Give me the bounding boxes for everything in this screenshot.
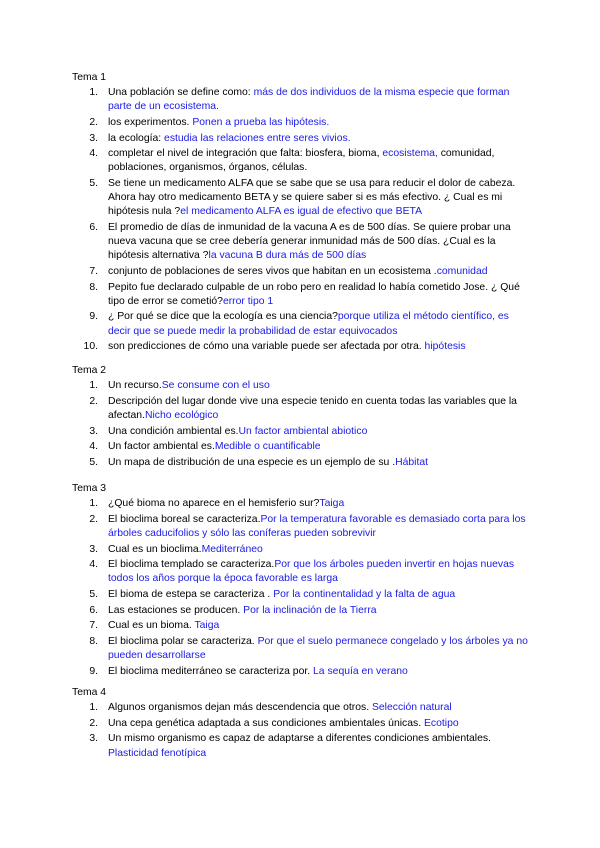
list-item xyxy=(72,635,532,663)
answer-text: estudia las relaciones entre seres vivios xyxy=(164,132,348,144)
list-item xyxy=(72,147,532,175)
tema-3-list xyxy=(72,497,532,679)
list-item xyxy=(72,177,532,220)
list-item xyxy=(72,265,532,279)
item-number: 2. xyxy=(89,395,98,407)
answer-text: Ponen a prueba las hipótesis xyxy=(192,116,327,128)
list-item xyxy=(72,440,532,454)
question-text: El bioclima polar se caracteriza. xyxy=(108,635,258,647)
item-number: 3. xyxy=(89,132,98,144)
tema-2-title: Tema 2 xyxy=(72,365,107,376)
list-item xyxy=(72,281,532,309)
item-number: 1. xyxy=(89,498,98,510)
item-number: 5. xyxy=(89,177,98,189)
item-number: 7. xyxy=(89,265,98,277)
question-text: Pepito fue declarado culpable de un robo pero en realidad lo había cometido Jose. ¿ Qué tipo de error se cometió? xyxy=(108,281,520,307)
list-item xyxy=(72,717,532,731)
item-number: 2. xyxy=(89,116,98,128)
answer-text: Por la temperatura favorable es demasiado corta para los árboles caducifolios y sólo las coníferas pueden sobrevivir xyxy=(108,513,526,539)
question-text: El bioma de estepa se caracteriza . xyxy=(108,588,274,600)
tema-1-title: Tema 1 xyxy=(72,72,107,83)
list-item xyxy=(72,604,532,618)
item-number: 9. xyxy=(89,311,98,323)
item-number: 5. xyxy=(89,588,98,600)
question-text: Se tiene un medicamento ALFA que se sabe que se usa para reducir el dolor de cabeza. Ahora hay otro medicamento BETA y se quiere saber si es más efectivo. ¿ Cual es mi hipótesis nula ? xyxy=(108,177,516,218)
item-number: 8. xyxy=(89,635,98,647)
question-text: Descripción del lugar donde vive una especie tenido en cuenta todas las variables que la afectan. xyxy=(108,395,517,421)
answer-text: Ecotipo xyxy=(423,717,459,729)
answer-text: más de dos individuos de la misma especie que forman parte de un ecosistema xyxy=(108,87,510,113)
question-text: Las estaciones se producen. xyxy=(108,604,244,616)
question-text-continued: comunidad, poblaciones, organismos, órganos, células. xyxy=(108,148,495,174)
item-number: 2. xyxy=(89,513,98,525)
question-text: Un recurso. xyxy=(108,380,162,392)
question-text: Algunos organismos dejan más descendencia que otros. xyxy=(108,702,372,714)
answer-text: Plasticidad fenotípica xyxy=(108,747,207,759)
item-number: 7. xyxy=(89,620,98,632)
answer-text: La sequía en verano xyxy=(313,665,408,677)
question-text: El bioclima templado se caracteriza. xyxy=(108,559,275,571)
answer-text: error tipo 1 xyxy=(222,295,274,307)
item-number: 1. xyxy=(89,380,98,392)
answer-text: porque utiliza el método científico, es decir que se puede medir la probabilidad de estar equivocados xyxy=(108,311,509,337)
item-number: 1. xyxy=(89,87,98,99)
question-text: Un factor ambiental es. xyxy=(108,441,215,453)
list-item xyxy=(72,116,532,130)
item-number: 6. xyxy=(89,221,98,233)
list-item xyxy=(72,221,532,264)
answer-text: Mediterráneo xyxy=(201,543,263,555)
list-item xyxy=(72,497,532,511)
answer-text: hipótesis xyxy=(424,341,466,353)
tema-1-section xyxy=(72,71,532,356)
question-text: Un mapa de distribución de una especie es un ejemplo de su . xyxy=(108,456,396,468)
tema-3-title: Tema 3 xyxy=(72,483,107,494)
answer-text: Un factor ambiental abiotico xyxy=(238,425,368,437)
list-item xyxy=(72,701,532,715)
list-item xyxy=(72,619,532,633)
answer-text: la vacuna B dura más de 500 días xyxy=(208,250,367,262)
answer-text: el medicamento ALFA es igual de efectivo que BETA xyxy=(180,206,423,218)
answer-text: Hábitat xyxy=(395,456,429,468)
item-number: 4. xyxy=(89,559,98,571)
question-text: El bioclima boreal se caracteriza. xyxy=(108,513,261,525)
item-number: 8. xyxy=(89,281,98,293)
list-item xyxy=(72,588,532,602)
question-text: completar el nivel de integración que falta: biosfera, bioma, xyxy=(108,148,383,160)
question-text: El bioclima mediterráneo se caracteriza por. xyxy=(108,665,314,677)
question-text: ¿ Por qué se dice que la ecología es una ciencia? xyxy=(108,311,338,323)
list-item xyxy=(72,132,532,146)
question-text: Una condición ambiental es. xyxy=(108,425,239,437)
answer-trailing: . xyxy=(347,132,351,144)
answer-text: Se consume con el uso xyxy=(161,380,270,392)
tema-4-section xyxy=(72,686,532,762)
list-item xyxy=(72,86,532,114)
tema-2-list xyxy=(72,379,532,470)
tema-4-title: Tema 4 xyxy=(72,687,107,698)
list-item xyxy=(72,543,532,557)
list-item xyxy=(72,513,532,541)
list-item xyxy=(72,379,532,393)
item-number: 3. xyxy=(89,543,98,555)
answer-text: Nicho ecológico xyxy=(144,409,219,421)
answer-text: Por la inclinación de la Tierra xyxy=(243,604,377,616)
item-number: 3. xyxy=(89,733,98,745)
question-text: son predicciones de cómo una variable puede ser afectada por otra. xyxy=(108,341,425,353)
item-number: 5. xyxy=(89,456,98,468)
question-text: ¿Qué bioma no aparece en el hemisferio sur? xyxy=(108,498,320,510)
question-text: Un mismo organismo es capaz de adaptarse a diferentes condiciones ambientales. xyxy=(108,733,491,745)
tema-2-section xyxy=(72,364,532,471)
item-number: 6. xyxy=(89,604,98,616)
tema-4-list xyxy=(72,701,532,761)
list-item xyxy=(72,558,532,586)
list-item xyxy=(72,340,532,354)
tema-3-section xyxy=(72,482,532,680)
answer-text: ecosistema, xyxy=(382,148,438,160)
answer-trailing: . xyxy=(326,116,330,128)
answer-text: Taiga xyxy=(194,620,220,632)
question-text: conjunto de poblaciones de seres vivos que habitan en un ecosistema . xyxy=(108,265,437,277)
list-item xyxy=(72,310,532,338)
item-number: 4. xyxy=(89,441,98,453)
item-number: 4. xyxy=(89,148,98,160)
answer-text: Selección natural xyxy=(371,702,452,714)
list-item xyxy=(72,732,532,760)
answer-text: Por que los árboles pueden invertir en hojas nuevas todos los años porque la época favorable es larga xyxy=(108,559,515,585)
list-item xyxy=(72,665,532,679)
question-text: Una población se define como: xyxy=(108,87,254,99)
answer-text: comunidad xyxy=(436,265,488,277)
question-text: Una cepa genética adaptada a sus condiciones ambientales únicas. xyxy=(108,717,424,729)
item-number: 9. xyxy=(89,665,98,677)
list-item xyxy=(72,456,532,470)
tema-1-list xyxy=(72,86,532,354)
item-number: 2. xyxy=(89,717,98,729)
item-number: 3. xyxy=(89,425,98,437)
list-item xyxy=(72,425,532,439)
answer-text: Por la continentalidad y la falta de agua xyxy=(273,588,456,600)
answer-text: Medible o cuantificable xyxy=(214,441,321,453)
question-text: Cual es un bioclima. xyxy=(108,543,202,555)
answer-trailing: . xyxy=(216,101,219,113)
question-text: Cual es un bioma. xyxy=(108,620,195,632)
question-text: los experimentos. xyxy=(108,116,193,128)
answer-text: Taiga xyxy=(319,498,345,510)
list-item xyxy=(72,395,532,423)
answer-text: Por que el suelo permanece congelado y los árboles ya no pueden desarrollarse xyxy=(108,635,528,661)
item-number: 10. xyxy=(83,341,98,353)
question-text: la ecología: xyxy=(108,132,165,144)
item-number: 1. xyxy=(89,702,98,714)
question-text: El promedio de días de inmunidad de la vacuna A es de 500 días. Se quiere probar una nueva vacuna que se cree debería generar inmunidad más de 500 días. ¿Cual es la hipótesis alternativa ? xyxy=(108,221,511,262)
